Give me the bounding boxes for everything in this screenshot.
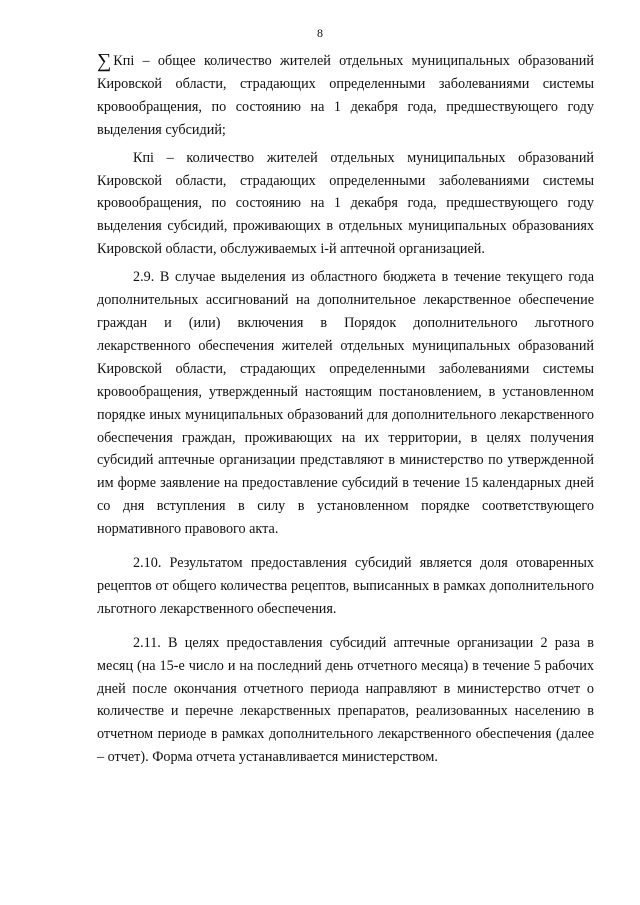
sum-definition-text: Кпi – общее количество жителей отдельных муниципальных образований Кировской области, страдающих определенными заболеваниями системы кровообращения, по состоянию на 1 декабря года, предшествующего году выделения субсидий; xyxy=(97,53,594,138)
clause-2-11-paragraph: 2.11. В целях предоставления субсидий аптечные организации 2 раза в месяц (на 15-е число и на последний день отчетного месяца) в течение 5 рабочих дней после окончания отчетного периода направляют в министерство отчет о количестве и перечне лекарственных препаратов, реализованных населению в отчетном периоде в рамках дополнительного лекарственного обеспечения (далее – отчет). Форма отчета устанавливается министерством. xyxy=(97,634,594,766)
clause-2-10-paragraph: 2.10. Результатом предоставления субсидий является доля отоваренных рецептов от общего количества рецептов, выписанных в рамках дополнительного льготного лекарственного обеспечения. xyxy=(97,555,594,617)
sum-definition-paragraph xyxy=(97,50,594,142)
document-body xyxy=(97,50,594,769)
clause-2-9-paragraph: 2.9. В случае выделения из областного бюджета в течение текущего года дополнительных ассигнований на дополнительное лекарственное обеспечение граждан и (или) включения в Порядок дополнительного льготного лекарственного обеспечения жителей отдельных муниципальных образований Кировской области, страдающих определенными заболеваниями системы кровообращения, утвержденный настоящим постановлением, в установленном порядке иных муниципальных образований для дополнительного лекарственного обеспечения граждан, проживающих на их территории, в целях получения субсидий аптечные организации представляют в министерство по утвержденной им форме заявление на предоставление субсидий в течение 15 календарных дней со дня вступления в силу в установленном порядке соответствующего нормативного правового акта. xyxy=(97,269,594,538)
page-number: 8 xyxy=(317,26,323,40)
sum-symbol-icon: ∑ xyxy=(97,50,112,72)
ki-definition-paragraph: Кпi – количество жителей отдельных муниципальных образований Кировской области, страдающих определенными заболеваниями системы кровообращения, по состоянию на 1 декабря года, предшествующего году выделения субсидий, проживающих в отдельных муниципальных образованиях Кировской области, обслуживаемых i-й аптечной организацией. xyxy=(97,149,594,258)
